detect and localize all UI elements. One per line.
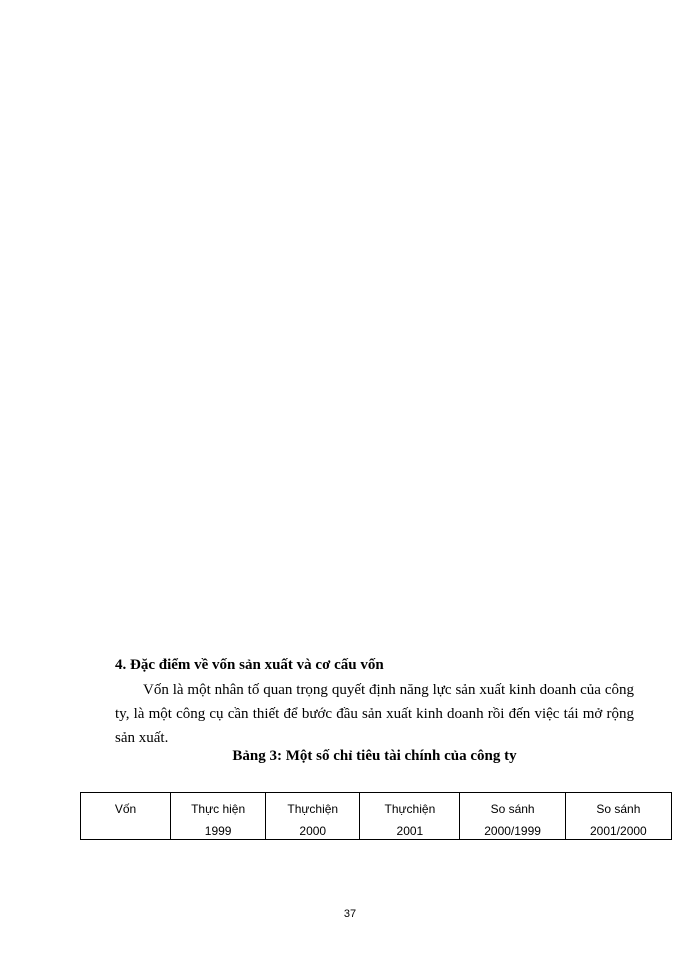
header-label: Vốn xyxy=(114,802,137,816)
header-cell-von xyxy=(81,793,171,840)
header-label: Thựchiện xyxy=(384,802,436,816)
header-year: 2001 xyxy=(396,824,424,838)
table-caption: Bảng 3: Một số chỉ tiêu tài chính của công ty xyxy=(232,748,517,764)
header-label: Thựchiện xyxy=(287,802,339,816)
header-year: 1999 xyxy=(204,824,232,838)
header-label: So sánh xyxy=(490,802,535,816)
header-cell-2001 xyxy=(360,793,460,840)
page-number: 37 xyxy=(343,908,357,920)
section-heading: 4. Đặc điểm về vốn sản xuất và cơ cấu vốn xyxy=(115,657,384,673)
header-period: 2000/1999 xyxy=(484,824,541,838)
table-header-row xyxy=(81,793,672,840)
section-paragraph: Vốn là một nhân tố quan trọng quyết định năng lực sản xuất kinh doanh của công ty, là một công cụ cần thiết để bước đầu sản xuất kinh doanh rồi đến việc tái mở rộng sản xuất. xyxy=(115,682,634,746)
header-period: 2001/2000 xyxy=(589,824,647,838)
header-cell-compare-2001-2000 xyxy=(565,793,671,840)
header-cell-2000 xyxy=(266,793,360,840)
header-label: So sánh xyxy=(596,802,641,816)
financial-table xyxy=(80,792,672,840)
header-label: Thực hiện xyxy=(191,802,246,816)
header-cell-1999 xyxy=(171,793,266,840)
header-cell-compare-2000-1999 xyxy=(460,793,565,840)
header-year: 2000 xyxy=(299,824,327,838)
